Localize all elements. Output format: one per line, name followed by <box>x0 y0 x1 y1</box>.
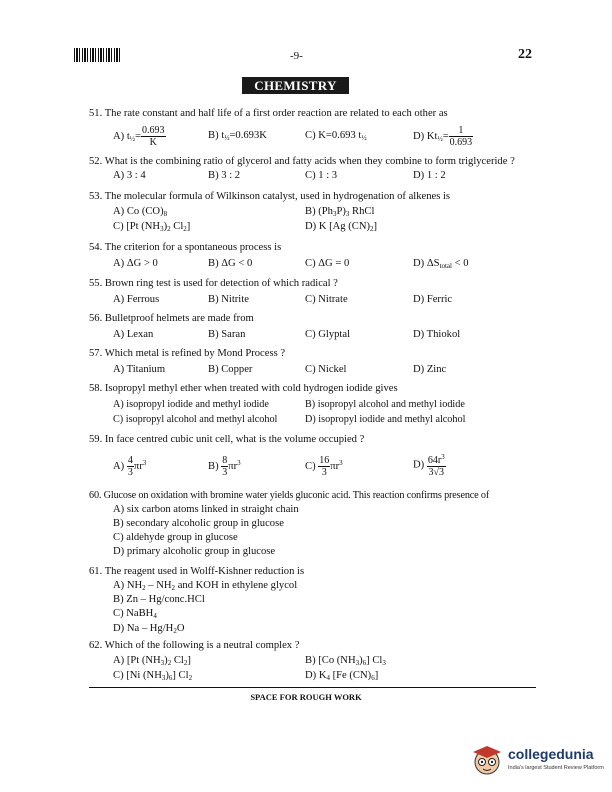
option-61-c: C) NaBH$_4$ <box>113 608 157 620</box>
option-58-a: A) isopropyl iodide and methyl iodide <box>113 399 269 410</box>
option-56-d: D) Thiokol <box>413 329 461 340</box>
option-58-c: C) isopropyl alcohol and methyl alcohol <box>113 414 278 425</box>
option-61-a: A) $NH_2 - NH_2$ and KOH in ethylene glycol <box>113 580 298 592</box>
barcode <box>74 48 120 62</box>
option-61-b: B) Zn – Hg/conc.HCl <box>113 594 205 605</box>
question-57: 57. Which metal is refined by Mond Process ? <box>89 348 286 359</box>
option-53-b: B) $(Ph_3P)_3$ RhCl <box>305 206 375 218</box>
option-58-d: D) isopropyl iodide and methyl alcohol <box>305 414 466 425</box>
option-60-b: B) secondary alcoholic group in glucose <box>113 518 284 529</box>
option-56-c: C) Glyptal <box>305 329 351 340</box>
option-51-b: B) $t_{\frac{1}{2}}=0.693K$ <box>208 130 267 142</box>
option-54-a: A) ΔG > 0 <box>113 258 158 269</box>
subject-heading: CHEMISTRY <box>242 77 349 94</box>
option-57-a: A) Titanium <box>113 364 166 375</box>
option-54-c: C) ΔG = 0 <box>305 258 350 269</box>
option-52-c: C) 1 : 3 <box>305 170 338 181</box>
option-59-d: D) $\frac{64r^3}{3√3}$ <box>413 453 445 478</box>
question-51: 51. The rate constant and half life of a first order reaction are related to each other as <box>89 108 448 119</box>
option-60-c: C) aldehyde group in glucose <box>113 532 238 543</box>
mascot-icon <box>470 742 504 780</box>
question-52: 52. What is the combining ratio of glycerol and fatty acids when they combine to form triglyceride ? <box>89 156 515 167</box>
option-54-b: B) ΔG < 0 <box>208 258 253 269</box>
option-57-b: B) Copper <box>208 364 253 375</box>
option-59-a: A) $\frac{4}{3}$ $\pi r^3$ <box>113 455 147 478</box>
question-61: 61. The reagent used in Wolff-Kishner reduction is <box>89 566 305 577</box>
option-60-a: A) six carbon atoms linked in straight chain <box>113 504 299 515</box>
question-58: 58. Isopropyl methyl ether when treated with cold hydrogen iodide gives <box>89 383 398 394</box>
option-59-b: B) $\frac{8}{3}$ $\pi r^3$ <box>208 455 241 478</box>
option-52-a: A) 3 : 4 <box>113 170 146 181</box>
question-56: 56. Bulletproof helmets are made from <box>89 313 254 324</box>
option-53-d: D) K [Ag $(CN)_2$] <box>305 221 378 233</box>
logo-name: collegedunia <box>508 746 594 762</box>
collegedunia-logo <box>468 742 608 782</box>
page-marker: -9- <box>290 50 303 62</box>
option-51-d: D) $Kt_{\frac{1}{2}}=$ $\frac{1}{0.693}$ <box>413 125 473 148</box>
option-61-d: D) Na – $Hg/H_2O$ <box>113 623 185 635</box>
question-60: 60. Glucose on oxidation with bromine water yields gluconic acid. This reaction confirms presence of <box>89 490 490 501</box>
option-54-d: D) $\Delta S_{total} < 0$ <box>413 258 469 270</box>
option-58-b: B) isopropyl alcohol and methyl iodide <box>305 399 465 410</box>
option-55-b: B) Nitrite <box>208 294 249 305</box>
option-62-d: D) $K_4$ [Fe $(CN)_6$] <box>305 670 379 682</box>
option-52-b: B) 3 : 2 <box>208 170 241 181</box>
divider <box>89 687 536 688</box>
option-56-b: B) Saran <box>208 329 246 340</box>
logo-tagline: India's largest Student Review Platform <box>508 765 604 771</box>
option-53-c: C) [Pt $(NH_3)_2$ $Cl_2$] <box>113 221 191 233</box>
option-55-d: D) Ferric <box>413 294 453 305</box>
option-57-d: D) Zinc <box>413 364 447 375</box>
option-57-c: C) Nickel <box>305 364 347 375</box>
option-62-c: C) [Ni $(NH_3)_6$] $Cl_2$ <box>113 670 193 682</box>
option-51-c: C) K=0.693 $t_{\frac{1}{2}}$ <box>305 130 367 142</box>
question-55: 55. Brown ring test is used for detection of which radical ? <box>89 278 338 289</box>
question-62: 62. Which of the following is a neutral complex ? <box>89 640 300 651</box>
option-62-b: B) [Co $(NH_3)_6$] $Cl_3$ <box>305 655 386 667</box>
option-62-a: A) [Pt $(NH_3)_2$ $Cl_2$] <box>113 655 191 667</box>
option-59-c: C) $\frac{16}{3}$ $\pi r^3$ <box>305 455 343 478</box>
question-59: 59. In face centred cubic unit cell, what is the volume occupied ? <box>89 434 365 445</box>
option-53-a: A) Co $(CO)_8$ <box>113 206 168 218</box>
question-53: 53. The molecular formula of Wilkinson catalyst, used in hydrogenation of alkenes is <box>89 191 451 202</box>
option-52-d: D) 1 : 2 <box>413 170 446 181</box>
rough-work-label: SPACE FOR ROUGH WORK <box>250 692 362 702</box>
question-54: 54. The criterion for a spontaneous process is <box>89 242 282 253</box>
option-60-d: D) primary alcoholic group in glucose <box>113 546 276 557</box>
option-55-c: C) Nitrate <box>305 294 348 305</box>
option-51-a: A) $t_{\frac{1}{2}}=$ $\frac{0.693}{K}$ <box>113 125 165 148</box>
option-55-a: A) Ferrous <box>113 294 160 305</box>
option-56-a: A) Lexan <box>113 329 154 340</box>
page-number: 22 <box>518 47 532 62</box>
